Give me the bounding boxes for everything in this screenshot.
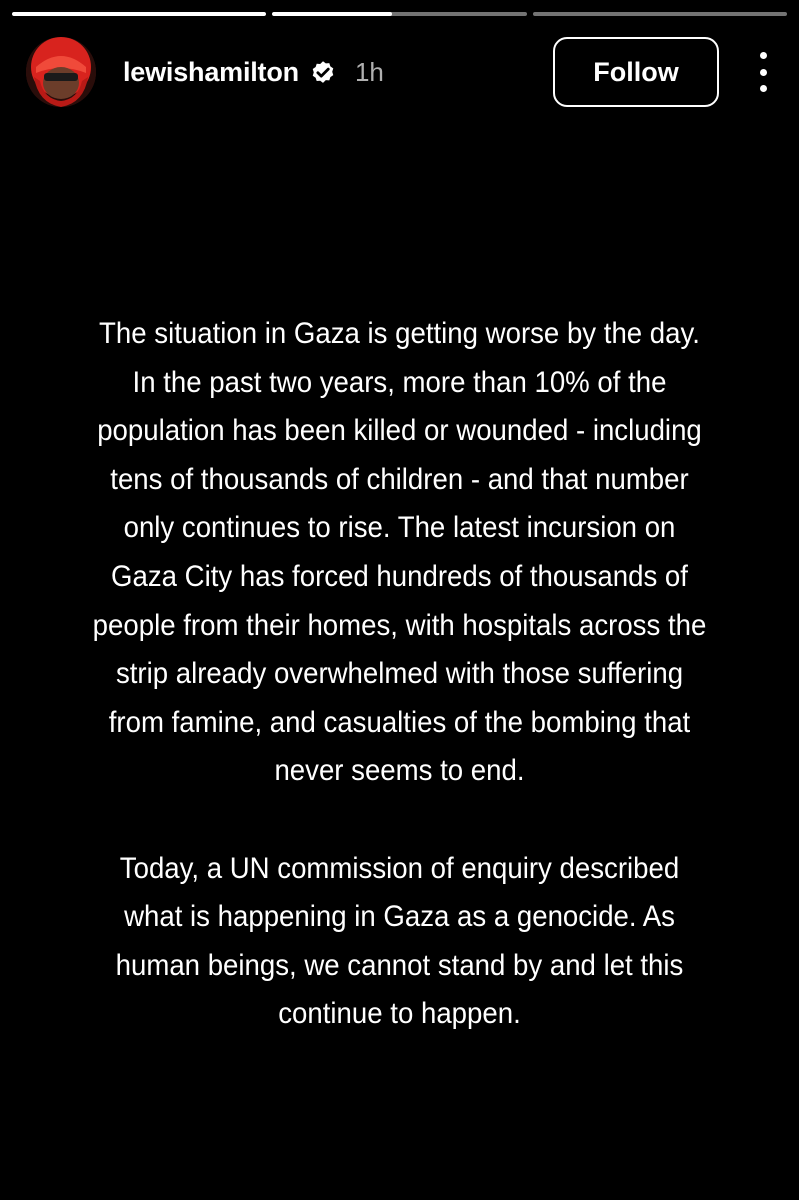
story-paragraph: Today, a UN commission of enquiry described what is happening in Gaza as a genocide. As human beings, we cannot stand by and let this continue to happen. xyxy=(115,851,684,1031)
follow-button[interactable]: Follow xyxy=(553,37,719,107)
more-dot xyxy=(760,69,767,76)
story-progress-fill xyxy=(12,12,266,16)
more-dot xyxy=(760,52,767,59)
avatar[interactable] xyxy=(26,37,96,107)
more-options-icon[interactable] xyxy=(753,52,773,92)
verified-badge-icon xyxy=(309,58,337,86)
story-progress-fill xyxy=(272,12,392,16)
story-progress-segment xyxy=(533,12,787,16)
avatar-helmet-image xyxy=(26,37,96,107)
story-progress-segment xyxy=(272,12,526,16)
story-text xyxy=(60,310,739,1039)
username[interactable]: lewishamilton xyxy=(123,56,299,87)
story-progress-segment xyxy=(12,12,266,16)
story-progress-bar xyxy=(12,12,787,16)
more-dot xyxy=(760,85,767,92)
story-paragraph: The situation in Gaza is getting worse by the day. In the past two years, more than 10% of the population has been killed or wounded - including tens of thousands of children - and that number only continues to rise. The latest incursion on Gaza City has forced hundreds of thousands of people from their homes, with hospitals across the strip already overwhelmed with those suffering from famine, and casualties of the bombing that never seems to end. xyxy=(92,317,707,788)
story-header xyxy=(26,36,773,108)
post-timestamp: 1h xyxy=(354,56,384,87)
